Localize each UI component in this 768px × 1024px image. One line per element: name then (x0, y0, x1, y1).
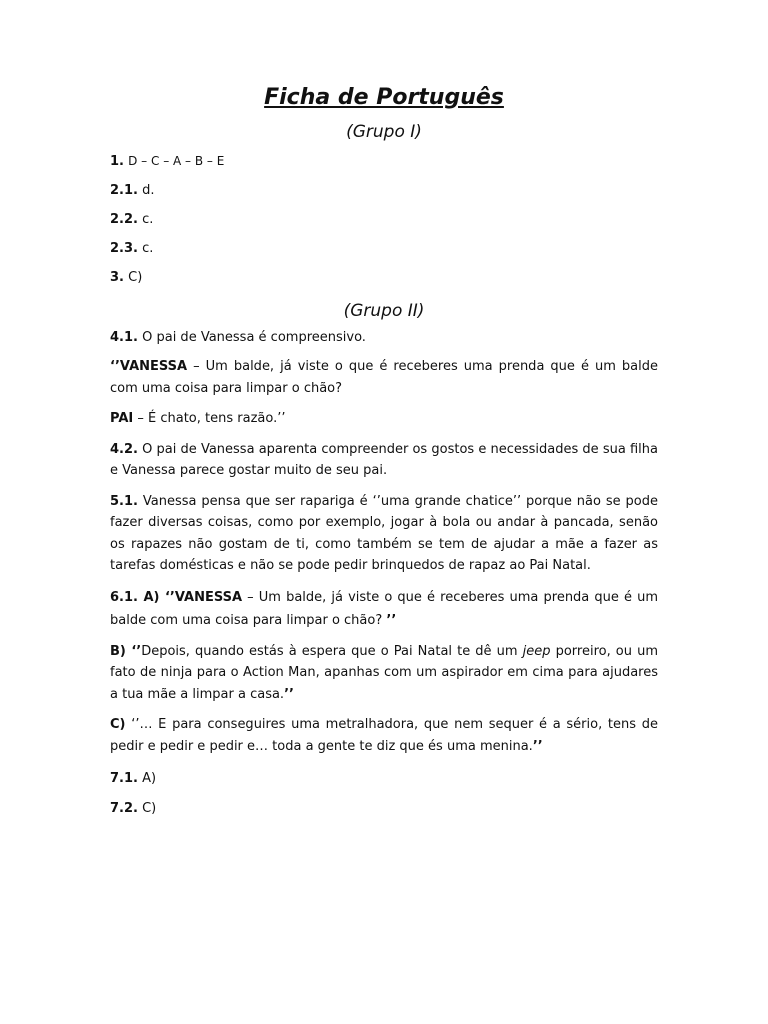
grupo-2-heading: (Grupo II) (343, 301, 425, 321)
answer-7-2: 7.2. C) (110, 801, 157, 816)
answer-6-1-c: C) ‘’… E para conseguires uma metralhadora, que nem sequer é a sério, tens de pedir e pedir e pedir e… toda a gente te diz que és uma menina.’’ (110, 717, 658, 754)
answer-5-1: 5.1. Vanessa pensa que ser rapariga é ‘’uma grande chatice’’ porque não se pode fazer diversas coisas, como por exemplo, jogar à bola ou andar à pancada, senão os rapazes não gostam de ti, como também se tem de ajudar a mãe a fazer as tarefas domésticas e não se pode pedir brinquedos de rapaz ao Pai Natal. (110, 493, 659, 573)
document-title: Ficha de Português (264, 85, 504, 110)
answer-6-1-b: B) ‘’Depois, quando estás à espera que o Pai Natal te dê um jeep porreiro, ou um fato de ninja para o Action Man, apanhas com um aspirador em cima para ajudares a tua mãe a limpar a casa.’’ (110, 643, 658, 702)
answer-4-2: 4.2. O pai de Vanessa aparenta compreender os gostos e necessidades de sua filha e Vanessa parece gostar muito de seu pai. (110, 441, 658, 478)
answer-2-1: 2.1. d. (110, 183, 155, 198)
answer-7-1: 7.1. A) (110, 771, 157, 786)
answer-6-1-a: 6.1. A) ‘’VANESSA – Um balde, já viste o que é receberes uma prenda que é um balde com uma coisa para limpar o chão? ’’ (110, 589, 658, 628)
answer-2-2: 2.2. c. (110, 212, 154, 227)
answer-4-1: 4.1. O pai de Vanessa é compreensivo. (110, 330, 366, 345)
quote-pai: PAI – É chato, tens razão.’’ (110, 411, 286, 426)
document-content (110, 84, 658, 820)
answer-1: 1. D – C – A – B – E (110, 154, 225, 169)
answer-3: 3. C) (110, 270, 143, 285)
grupo-1-heading: (Grupo I) (346, 122, 422, 142)
answer-2-3: 2.3. c. (110, 241, 154, 256)
quote-vanessa: ‘’VANESSA – Um balde, já viste o que é receberes uma prenda que é um balde com uma coisa para limpar o chão? (110, 359, 658, 396)
